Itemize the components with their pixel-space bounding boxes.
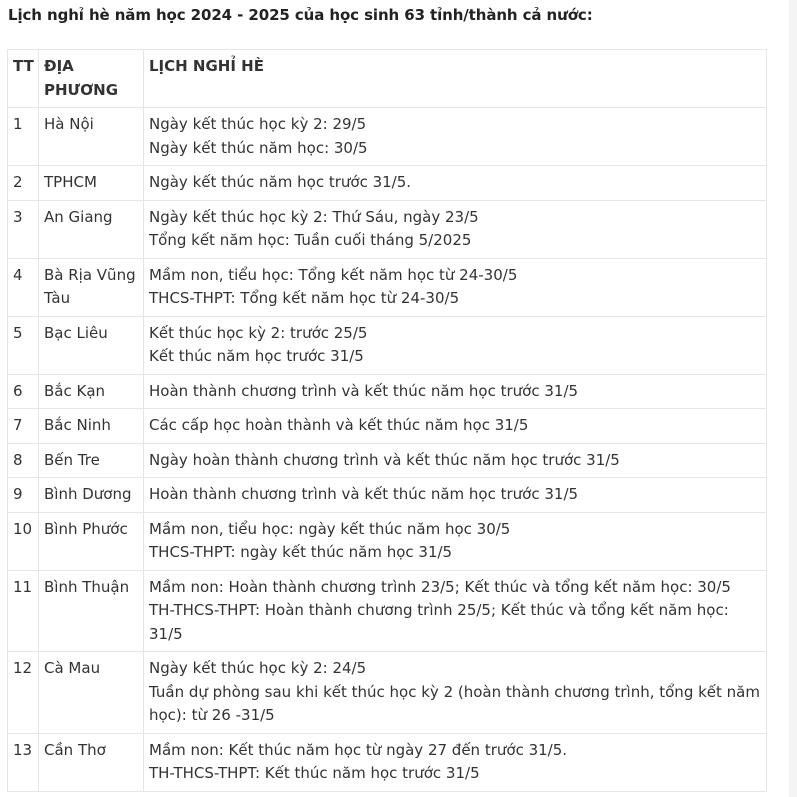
row-place: Cà Mau — [39, 652, 144, 734]
header-tt: TT — [8, 50, 39, 108]
row-place: Bắc Kạn — [39, 374, 144, 409]
row-number: 1 — [8, 108, 39, 166]
row-schedule — [144, 108, 767, 166]
row-place: Cần Thơ — [39, 733, 144, 791]
schedule-line: Ngày kết thúc học kỳ 2: Thứ Sáu, ngày 23/5 — [149, 207, 479, 226]
schedule-line: Ngày kết thúc học kỳ 2: 24/5 — [149, 659, 367, 677]
table-row — [8, 570, 767, 652]
table-row — [8, 258, 767, 316]
schedule-line: Kết thúc học kỳ 2: trước 25/5 — [149, 323, 368, 342]
header-place: ĐỊA PHƯƠNG — [39, 50, 144, 108]
table-row — [8, 733, 767, 791]
row-number: 2 — [8, 166, 39, 201]
row-schedule — [144, 512, 767, 570]
schedule-line: Ngày kết thúc năm học: 30/5 — [149, 138, 368, 157]
row-number: 10 — [8, 512, 39, 570]
row-place: Bến Tre — [39, 443, 144, 478]
table-row — [8, 512, 767, 570]
table-row — [8, 316, 767, 374]
row-place: Bình Thuận — [39, 570, 144, 652]
row-schedule — [144, 374, 767, 409]
row-number: 11 — [8, 570, 39, 652]
row-schedule — [144, 409, 767, 444]
schedule-line: Ngày hoàn thành chương trình và kết thúc năm học trước 31/5 — [149, 450, 620, 469]
row-place: Bình Phước — [39, 512, 144, 570]
row-place: Bà Rịa Vũng Tàu — [39, 258, 144, 316]
summer-schedule-table — [7, 49, 767, 792]
row-schedule — [144, 200, 767, 258]
schedule-line: Mầm non, tiểu học: ngày kết thúc năm học 30/5 — [149, 519, 511, 538]
row-schedule — [144, 258, 767, 316]
row-number: 9 — [8, 478, 39, 513]
row-place: An Giang — [39, 200, 144, 258]
row-schedule — [144, 652, 767, 734]
schedule-line: TH-THCS-THPT: Hoàn thành chương trình 25/5; Kết thúc và tổng kết năm học: 31/5 — [149, 601, 729, 643]
row-schedule — [144, 478, 767, 513]
schedule-line: Các cấp học hoàn thành và kết thúc năm học 31/5 — [149, 416, 529, 434]
schedule-line: Mầm non, tiểu học: Tổng kết năm học từ 24-30/5 — [149, 265, 518, 284]
table-row — [8, 200, 767, 258]
row-number: 3 — [8, 200, 39, 258]
table-row — [8, 108, 767, 166]
row-place: Bắc Ninh — [39, 409, 144, 444]
schedule-line: Tuần dự phòng sau khi kết thúc học kỳ 2 (hoàn thành chương trình, tổng kết năm học): từ 26 -31/5 — [149, 682, 760, 724]
table-row — [8, 478, 767, 513]
row-number: 6 — [8, 374, 39, 409]
row-number: 12 — [8, 652, 39, 734]
table-row — [8, 374, 767, 409]
row-number: 13 — [8, 733, 39, 791]
schedule-line: Tổng kết năm học: Tuần cuối tháng 5/2025 — [149, 231, 472, 249]
schedule-line: Kết thúc năm học trước 31/5 — [149, 347, 364, 365]
schedule-line: Hoàn thành chương trình và kết thúc năm học trước 31/5 — [149, 485, 579, 503]
row-schedule — [144, 443, 767, 478]
row-number: 8 — [8, 443, 39, 478]
schedule-line: Mầm non: Hoàn thành chương trình 23/5; Kết thúc và tổng kết năm học: 30/5 — [149, 577, 731, 596]
vertical-scrollbar[interactable] — [789, 0, 797, 797]
table-row — [8, 652, 767, 734]
schedule-line: Ngày kết thúc học kỳ 2: 29/5 — [149, 115, 367, 133]
schedule-line: Ngày kết thúc năm học trước 31/5. — [149, 173, 412, 191]
row-number: 4 — [8, 258, 39, 316]
row-place: Bạc Liêu — [39, 316, 144, 374]
table-row — [8, 409, 767, 444]
table-header-row — [8, 50, 767, 108]
row-number: 7 — [8, 409, 39, 444]
page-title: Lịch nghỉ hè năm học 2024 - 2025 của học sinh 63 tỉnh/thành cả nước: — [8, 6, 593, 24]
row-place: Hà Nội — [39, 108, 144, 166]
row-number: 5 — [8, 316, 39, 374]
row-schedule — [144, 733, 767, 791]
row-schedule — [144, 316, 767, 374]
row-place: TPHCM — [39, 166, 144, 201]
row-place: Bình Dương — [39, 478, 144, 513]
row-schedule — [144, 166, 767, 201]
table-body — [8, 108, 767, 792]
table-row — [8, 443, 767, 478]
table-row — [8, 166, 767, 201]
schedule-line: TH-THCS-THPT: Kết thúc năm học trước 31/5 — [149, 764, 480, 782]
schedule-line: THCS-THPT: ngày kết thúc năm học 31/5 — [149, 543, 453, 561]
row-schedule — [144, 570, 767, 652]
schedule-line: THCS-THPT: Tổng kết năm học từ 24-30/5 — [149, 289, 460, 307]
schedule-line: Hoàn thành chương trình và kết thúc năm học trước 31/5 — [149, 381, 579, 400]
header-schedule: LỊCH NGHỈ HÈ — [144, 50, 767, 108]
schedule-line: Mầm non: Kết thúc năm học từ ngày 27 đến trước 31/5. — [149, 740, 568, 759]
